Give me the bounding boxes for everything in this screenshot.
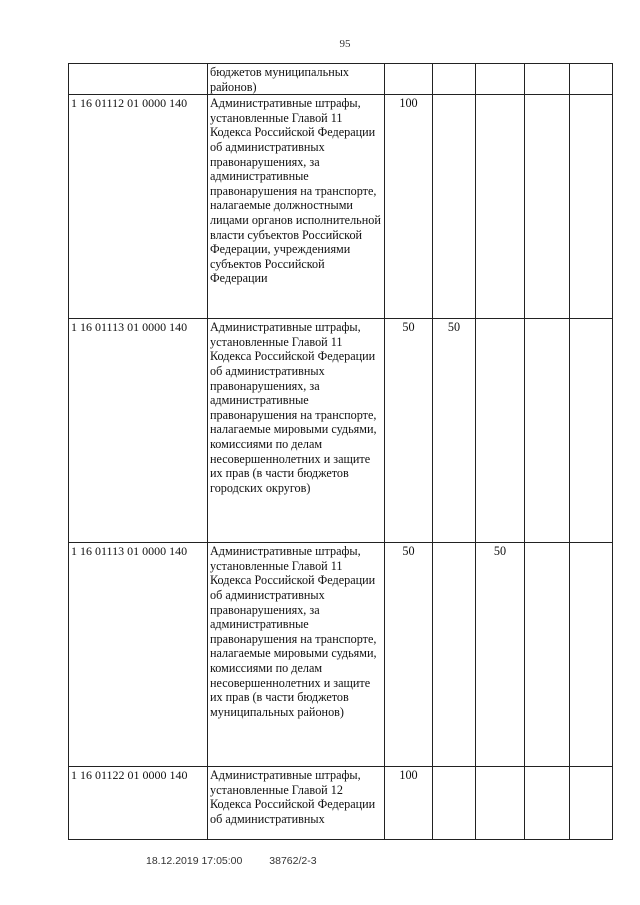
table-row bbox=[69, 95, 613, 319]
page-number: 95 bbox=[339, 38, 351, 50]
row-name: Административные штрафы, установленные Главой 11 Кодекса Российской Федерации об административных правонарушениях, за административные правонарушения на транспорте, налагаемые мировыми судьями, комиссиями по делам несовершеннолетних и защите их прав (в части бюджетов городских округов) bbox=[208, 319, 385, 543]
row-code: 1 16 01112 01 0000 140 bbox=[69, 95, 208, 319]
table-row bbox=[69, 543, 613, 767]
footer-doc-id: 38762/2-3 bbox=[269, 855, 317, 867]
row-value-4 bbox=[525, 95, 570, 319]
row-name: Административные штрафы, установленные Главой 11 Кодекса Российской Федерации об административных правонарушениях, за административные правонарушения на транспорте, налагаемые мировыми судьями, комиссиями по делам несовершеннолетних и защите их прав (в части бюджетов муниципальных районов) bbox=[208, 543, 385, 767]
row-value-4 bbox=[525, 767, 570, 840]
row-value-4 bbox=[525, 543, 570, 767]
row-value-3 bbox=[476, 95, 525, 319]
row-code: 1 16 01122 01 0000 140 bbox=[69, 767, 208, 840]
row-value-5 bbox=[570, 319, 613, 543]
revenue-table bbox=[68, 63, 613, 840]
row-code: 1 16 01113 01 0000 140 bbox=[69, 319, 208, 543]
row-name: Административные штрафы, установленные Главой 11 Кодекса Российской Федерации об административных правонарушениях, за административные правонарушения на транспорте, налагаемые должностными лицами органов исполнительной власти субъектов Российской Федерации, учреждениями субъектов Российской Федерации bbox=[208, 95, 385, 319]
row-value-2 bbox=[433, 543, 476, 767]
row-value-5 bbox=[570, 64, 613, 95]
row-value-2 bbox=[433, 64, 476, 95]
row-value-1: 50 bbox=[385, 543, 433, 767]
row-value-1: 100 bbox=[385, 95, 433, 319]
row-value-3 bbox=[476, 319, 525, 543]
row-code: 1 16 01113 01 0000 140 bbox=[69, 543, 208, 767]
row-value-5 bbox=[570, 543, 613, 767]
footer-timestamp: 18.12.2019 17:05:00 bbox=[146, 855, 243, 867]
row-code bbox=[69, 64, 208, 95]
row-value-2 bbox=[433, 95, 476, 319]
row-value-1: 100 bbox=[385, 767, 433, 840]
row-value-4 bbox=[525, 319, 570, 543]
footer bbox=[146, 855, 317, 867]
row-value-2: 50 bbox=[433, 319, 476, 543]
row-value-1 bbox=[385, 64, 433, 95]
row-value-4 bbox=[525, 64, 570, 95]
table-row bbox=[69, 319, 613, 543]
row-value-3: 50 bbox=[476, 543, 525, 767]
row-value-1: 50 bbox=[385, 319, 433, 543]
row-value-3 bbox=[476, 64, 525, 95]
row-name: Административные штрафы, установленные Главой 12 Кодекса Российской Федерации об административных bbox=[208, 767, 385, 840]
table-row bbox=[69, 767, 613, 840]
row-value-5 bbox=[570, 95, 613, 319]
row-name: бюджетов муниципальных районов) bbox=[208, 64, 385, 95]
row-value-3 bbox=[476, 767, 525, 840]
row-value-2 bbox=[433, 767, 476, 840]
table-row bbox=[69, 64, 613, 95]
row-value-5 bbox=[570, 767, 613, 840]
